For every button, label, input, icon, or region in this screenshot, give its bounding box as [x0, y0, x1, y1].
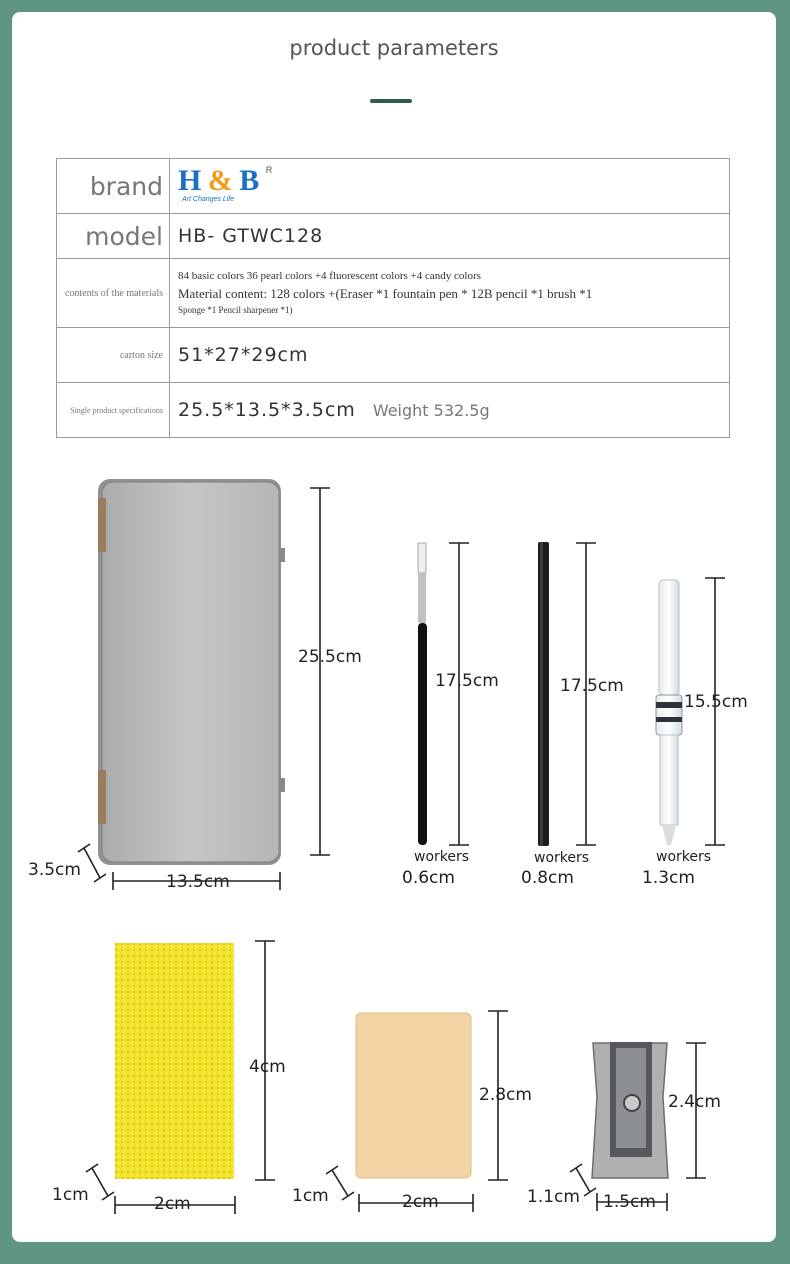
product-illustrations [12, 12, 776, 1242]
model-label: model [57, 214, 170, 259]
sharpener-height-label: 2.4cm [668, 1092, 721, 1112]
eraser-width-label: 2cm [402, 1192, 439, 1212]
pencil-caption: workers [534, 850, 590, 866]
logo-h: H [178, 164, 204, 197]
model-value: HB- GTWC128 [170, 214, 730, 259]
logo-tagline: Art Changes Life [182, 196, 235, 203]
sponge-depth-label: 1cm [52, 1185, 89, 1205]
eraser [356, 1013, 471, 1178]
sponge [115, 943, 234, 1179]
sponge-height-label: 4cm [249, 1057, 286, 1077]
logo-b: B [239, 164, 262, 197]
tin-hinge-bottom [98, 770, 106, 824]
page-title: product parameters [289, 36, 499, 60]
single-size: 25.5*13.5*3.5cm [178, 399, 356, 421]
logo-registered: R [265, 165, 273, 175]
brush [418, 543, 427, 845]
carton-value: 51*27*29cm [170, 328, 730, 383]
tin-hinge-top [98, 498, 106, 552]
contents-label: contents of the materials [57, 259, 170, 328]
water-pen [656, 580, 682, 845]
single-label: Single product specifications [57, 383, 170, 438]
brush-length-label: 17.5cm [435, 671, 499, 691]
sharpener-width-label: 1.5cm [603, 1192, 656, 1212]
eraser-depth-label: 1cm [292, 1186, 329, 1206]
brush-caption: workers [414, 849, 470, 865]
contents-line-1: 84 basic colors 36 pearl colors +4 fluorescent colors +4 candy colors [178, 269, 481, 282]
logo-amp: & [207, 164, 235, 197]
tin-depth-label: 3.5cm [28, 860, 81, 880]
sharpener-depth-label: 1.1cm [527, 1187, 580, 1207]
sponge-width-label: 2cm [154, 1194, 191, 1214]
contents-line-3: Sponge *1 Pencil sharpener *1) [178, 304, 293, 315]
pencil-sharpener [592, 1042, 668, 1178]
pen-caption: workers [656, 849, 712, 865]
pencil-length-label: 17.5cm [560, 676, 624, 696]
single-weight: Weight 532.5g [372, 401, 490, 420]
brush-width-label: 0.6cm [402, 868, 455, 888]
brand-label: brand [57, 159, 170, 214]
tin-box [98, 479, 285, 865]
pencil [538, 542, 549, 846]
contents-line-2: Material content: 128 colors +(Eraser *1 fountain pen * 12B pencil *1 brush *1 [178, 285, 593, 301]
eraser-height-label: 2.8cm [479, 1085, 532, 1105]
product-card [12, 12, 776, 1242]
carton-label: carton size [57, 328, 170, 383]
pen-length-label: 15.5cm [684, 692, 748, 712]
tin-height-label: 25.5cm [298, 647, 362, 667]
pen-width-label: 1.3cm [642, 868, 695, 888]
tin-width-label: 13.5cm [166, 872, 230, 892]
pencil-width-label: 0.8cm [521, 868, 574, 888]
